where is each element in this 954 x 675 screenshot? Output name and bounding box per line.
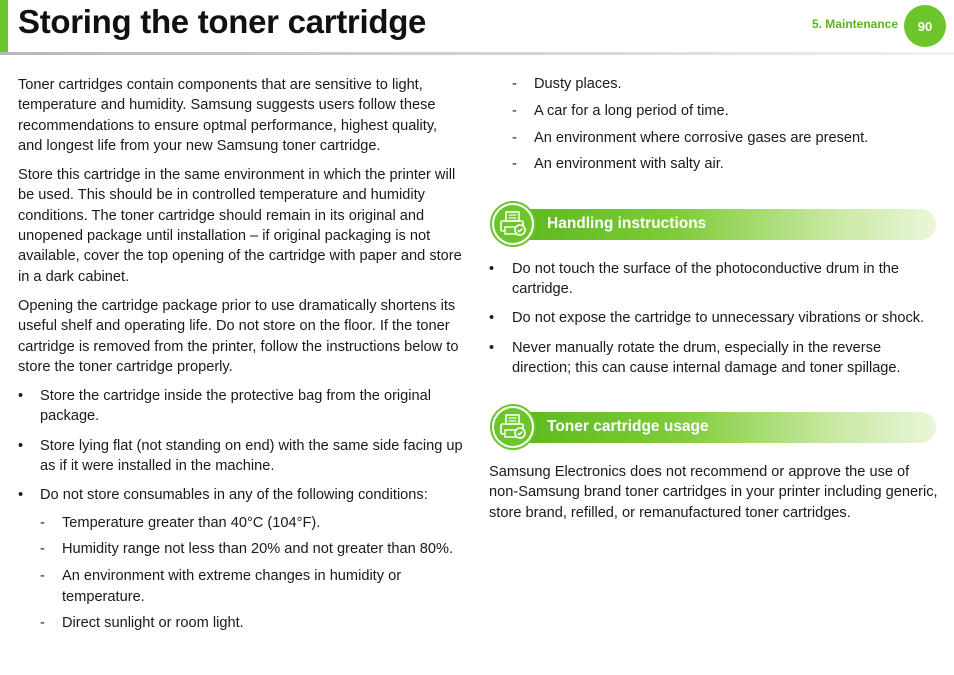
dash-icon: -: [40, 615, 45, 632]
list-item: [489, 259, 939, 300]
list-item-text: Never manually rotate the drum, especially in the reverse direction; this can cause internal damage and toner spillage.: [512, 339, 901, 376]
dash-icon: -: [40, 541, 45, 558]
list-item: [18, 386, 464, 427]
usage-paragraph: Samsung Electronics does not recommend or approve the use of non-Samsung brand toner cartridges in your printer including generic, store brand, refilled, or remanufactured toner cartridges.: [489, 464, 938, 521]
printer-icon-glyph: [498, 413, 528, 441]
list-item-text: An environment where corrosive gases are present.: [534, 129, 869, 146]
page-title: Storing the toner cartridge: [18, 3, 427, 40]
bullet-icon: •: [18, 437, 24, 454]
list-item: [489, 128, 939, 148]
right-column: [489, 74, 939, 532]
list-item-text: Store the cartridge inside the protective bag from the original package.: [40, 388, 432, 425]
handling-bullet-list: [489, 259, 939, 378]
bullet-icon: •: [489, 260, 495, 277]
page-header: [0, 0, 954, 56]
dash-icon: -: [40, 514, 45, 531]
dash-icon: -: [40, 568, 45, 585]
section-badge: [490, 201, 536, 247]
list-item-text: Humidity range not less than 20% and not greater than 80%.: [62, 541, 454, 558]
list-item-text: Direct sunlight or room light.: [62, 615, 244, 632]
list-item: [40, 613, 464, 633]
storage-bullet-list: [18, 386, 464, 633]
handling-instructions-heading: [489, 201, 939, 243]
environment-paragraph: Store this cartridge in the same environment in which the printer will be used. This should be in controlled temperature and humidity conditions. The toner cartridge should remain in its original and unopened package until installation – if original packaging is not available, cover the top opening of the cartridge with paper and store in a dark cabinet.: [18, 167, 462, 285]
list-item: [489, 338, 939, 379]
list-item-text: Store lying flat (not standing on end) with the same side facing up as if it were installed in the machine.: [40, 437, 463, 475]
list-item: [489, 74, 939, 94]
section-badge: [490, 404, 536, 450]
conditions-list-continued: [489, 74, 939, 175]
toner-cartridge-usage-heading: [489, 404, 939, 446]
header-divider: [0, 52, 954, 55]
list-item-text: An environment with salty air.: [534, 156, 724, 173]
section-heading-label: Toner cartridge usage: [547, 418, 709, 436]
list-item: [40, 513, 464, 533]
list-item: [40, 566, 464, 607]
intro-paragraph: Toner cartridges contain components that are sensitive to light, temperature and humidity. Samsung suggests users follow these recommendations to ensure optmal performance, highest quality, and longest life from your new Samsung toner cartridge.: [18, 77, 438, 154]
left-column: [18, 75, 464, 643]
list-item: [18, 485, 464, 633]
dash-icon: -: [512, 156, 517, 173]
list-item-text: A car for a long period of time.: [534, 102, 729, 119]
list-item: [40, 539, 464, 559]
list-item-text: An environment with extreme changes in humidity or temperature.: [62, 568, 402, 605]
package-paragraph: Opening the cartridge package prior to use dramatically shortens its useful shelf and operating life. Do not store on the floor. If the toner cartridge is removed from the printer, follow the instructions below to store the toner cartridge properly.: [18, 297, 459, 375]
list-item-text: Do not expose the cartridge to unnecessary vibrations or shock.: [512, 310, 925, 327]
chapter-label[interactable]: 5. Maintenance: [811, 17, 898, 31]
list-item: [489, 101, 939, 121]
dash-icon: -: [512, 129, 517, 146]
list-item-text: Do not touch the surface of the photoconductive drum in the cartridge.: [512, 260, 899, 297]
header-accent-bar: [0, 0, 8, 52]
dash-icon: -: [512, 76, 517, 92]
list-item-text: Do not store consumables in any of the following conditions:: [40, 487, 428, 504]
list-item: [18, 436, 464, 477]
list-item-text: Temperature greater than 40°C (104°F).: [62, 514, 321, 531]
list-item: [489, 154, 939, 174]
bullet-icon: •: [489, 310, 495, 327]
page-number-badge: 90: [904, 5, 946, 47]
printer-icon-glyph: [498, 210, 528, 238]
list-item: [489, 308, 939, 328]
list-item-text: Dusty places.: [534, 76, 622, 92]
conditions-list: [40, 513, 464, 634]
section-heading-label: Handling instructions: [547, 214, 707, 232]
bullet-icon: •: [18, 487, 24, 504]
printer-icon: [494, 205, 532, 243]
bullet-icon: •: [489, 339, 495, 356]
dash-icon: -: [512, 102, 517, 119]
bullet-icon: •: [18, 388, 24, 405]
printer-icon: [494, 408, 532, 446]
